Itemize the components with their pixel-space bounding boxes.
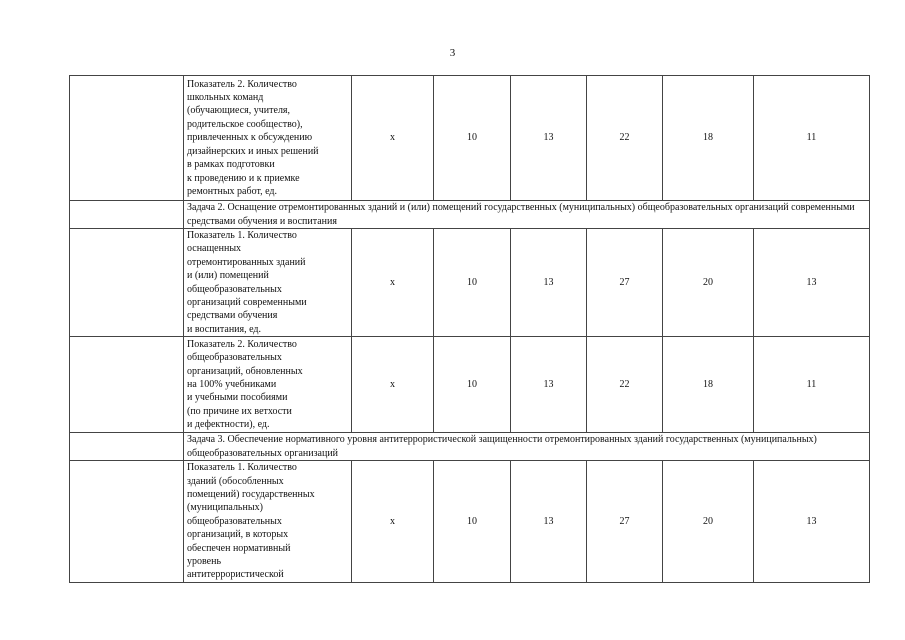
value-cell: x (352, 461, 434, 583)
task-row (70, 433, 870, 461)
indicator-label: Показатель 2. Количество общеобразовательных организаций, обновленных на 100% учебниками и учебными пособиями (по причине их ветхости и дефектности), ед. (184, 337, 352, 433)
blank-cell (70, 201, 184, 229)
blank-cell (70, 229, 184, 337)
value-cell: 11 (754, 76, 870, 201)
table-row (70, 461, 870, 583)
value-cell: 18 (663, 76, 754, 201)
value-cell: 13 (511, 229, 587, 337)
value-cell: 20 (663, 461, 754, 583)
indicator-label: Показатель 1. Количество зданий (обособленных помещений) государственных (муниципальных) общеобразовательных организаций, в которых обеспечен нормативный уровень антитеррористической (184, 461, 352, 583)
task-row (70, 201, 870, 229)
value-cell: x (352, 229, 434, 337)
value-cell: x (352, 337, 434, 433)
value-cell: 22 (587, 76, 663, 201)
value-cell: x (352, 76, 434, 201)
value-cell: 27 (587, 229, 663, 337)
value-cell: 10 (434, 461, 511, 583)
page-number: 3 (449, 47, 456, 59)
value-cell: 10 (434, 337, 511, 433)
value-cell: 13 (511, 76, 587, 201)
value-cell: 13 (511, 461, 587, 583)
value-cell: 22 (587, 337, 663, 433)
value-cell: 11 (754, 337, 870, 433)
indicators-table (69, 75, 870, 583)
task-text: Задача 2. Оснащение отремонтированных зданий и (или) помещений государственных (муниципальных) общеобразовательных организаций современными средствами обучения и воспитания (184, 201, 870, 229)
task-text: Задача 3. Обеспечение нормативного уровня антитеррористической защищенности отремонтированных зданий государственных (муниципальных) общеобразовательных организаций (184, 433, 870, 461)
table-row (70, 229, 870, 337)
blank-cell (70, 337, 184, 433)
blank-cell (70, 433, 184, 461)
value-cell: 27 (587, 461, 663, 583)
indicator-label: Показатель 1. Количество оснащенных отремонтированных зданий и (или) помещений общеобразовательных организаций современными средствами обучения и воспитания, ед. (184, 229, 352, 337)
indicator-label: Показатель 2. Количество школьных команд (обучающиеся, учителя, родительское сообщество), привлеченных к обсуждению дизайнерских и иных решений в рамках подготовки к проведению и к приемке ремонтных работ, ед. (184, 76, 352, 201)
value-cell: 13 (754, 229, 870, 337)
blank-cell (70, 461, 184, 583)
table-row (70, 337, 870, 433)
blank-cell (70, 76, 184, 201)
value-cell: 10 (434, 76, 511, 201)
value-cell: 10 (434, 229, 511, 337)
value-cell: 13 (511, 337, 587, 433)
value-cell: 20 (663, 229, 754, 337)
table-row (70, 76, 870, 201)
value-cell: 18 (663, 337, 754, 433)
value-cell: 13 (754, 461, 870, 583)
